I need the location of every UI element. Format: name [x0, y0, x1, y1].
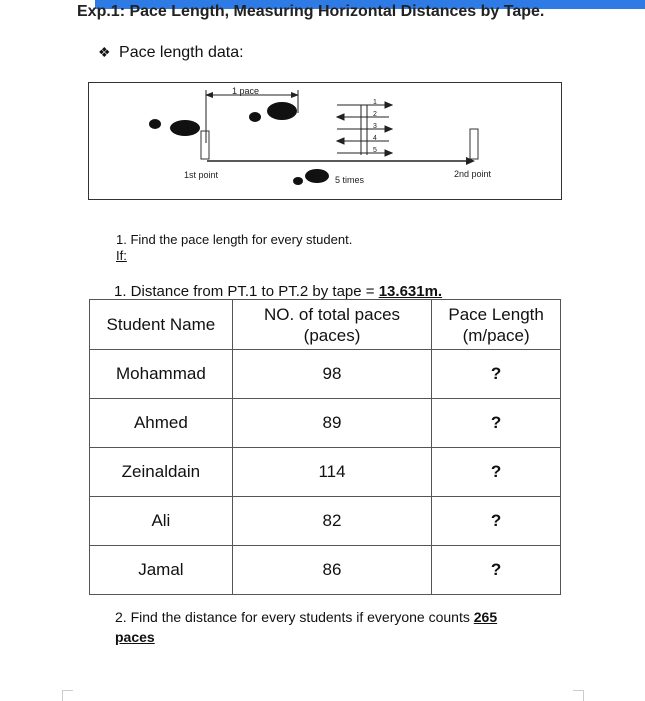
total-paces-cell: 89	[232, 399, 431, 448]
total-paces-cell: 86	[232, 546, 431, 595]
header-student-name: Student Name	[90, 300, 233, 350]
question-2	[115, 607, 535, 647]
header-pace-length: Pace Length (m/pace)	[432, 300, 561, 350]
student-name-cell: Ali	[90, 497, 233, 546]
page-corner-right	[573, 690, 584, 701]
first-point-label: 1st point	[184, 170, 219, 180]
repeat-arrows	[337, 102, 392, 156]
distance-value: 13.631m.	[378, 283, 443, 300]
section-heading	[98, 44, 244, 62]
pace-length-cell: ?	[432, 350, 561, 399]
first-point-stake	[201, 131, 209, 159]
header-total-paces: NO. of total paces (paces)	[232, 300, 431, 350]
table-row	[90, 350, 561, 399]
pace-table	[89, 299, 561, 595]
distance-prefix: 1. Distance from PT.1 to PT.2 by tape =	[114, 283, 379, 300]
table-row	[90, 546, 561, 595]
second-point-stake	[470, 129, 478, 159]
student-name-cell: Ahmed	[90, 399, 233, 448]
footprint-left-sole	[170, 120, 200, 136]
pace-length-cell: ?	[432, 448, 561, 497]
arrow-number-1: 1	[373, 99, 377, 106]
arrow-number-4: 4	[373, 135, 377, 142]
footprint-mid-heel	[249, 112, 261, 122]
student-name-cell: Mohammad	[90, 350, 233, 399]
footprint-bottom-sole	[305, 169, 329, 183]
footprint-left-heel	[149, 119, 161, 129]
student-name-cell: Zeinaldain	[90, 448, 233, 497]
pace-length-cell: ?	[432, 497, 561, 546]
total-paces-cell: 114	[232, 448, 431, 497]
table-row	[90, 497, 561, 546]
question-2-text: 2. Find the distance for every students if everyone counts	[115, 609, 474, 625]
pace-diagram	[88, 82, 562, 200]
pace-length-cell: ?	[432, 546, 561, 595]
diamond-bullet-icon: ❖	[98, 44, 111, 60]
total-paces-cell: 98	[232, 350, 431, 399]
footprint-mid-sole	[267, 102, 297, 120]
arrow-number-3: 3	[373, 123, 377, 130]
times-label: 5 times	[335, 175, 365, 185]
total-paces-cell: 82	[232, 497, 431, 546]
pace-label: 1 pace	[232, 86, 260, 96]
table-header-row	[90, 300, 561, 350]
table-row	[90, 399, 561, 448]
footprint-bottom-heel	[293, 177, 303, 185]
pace-diagram-drawing	[89, 83, 561, 199]
second-point-label: 2nd point	[454, 169, 492, 179]
distance-statement	[114, 283, 442, 300]
page-title: Exp.1: Pace Length, Measuring Horizontal Distances by Tape.	[77, 3, 545, 20]
table-row	[90, 448, 561, 497]
question-1: 1. Find the pace length for every student.	[116, 232, 353, 247]
arrow-number-2: 2	[373, 111, 377, 118]
arrow-number-5: 5	[373, 147, 377, 154]
student-name-cell: Jamal	[90, 546, 233, 595]
section-heading-text: Pace length data:	[119, 44, 244, 61]
question-2-unit: paces	[115, 629, 155, 645]
question-2-count: 265	[473, 609, 498, 625]
page-corner-left	[62, 690, 73, 701]
pace-length-cell: ?	[432, 399, 561, 448]
if-label: If:	[116, 248, 127, 263]
